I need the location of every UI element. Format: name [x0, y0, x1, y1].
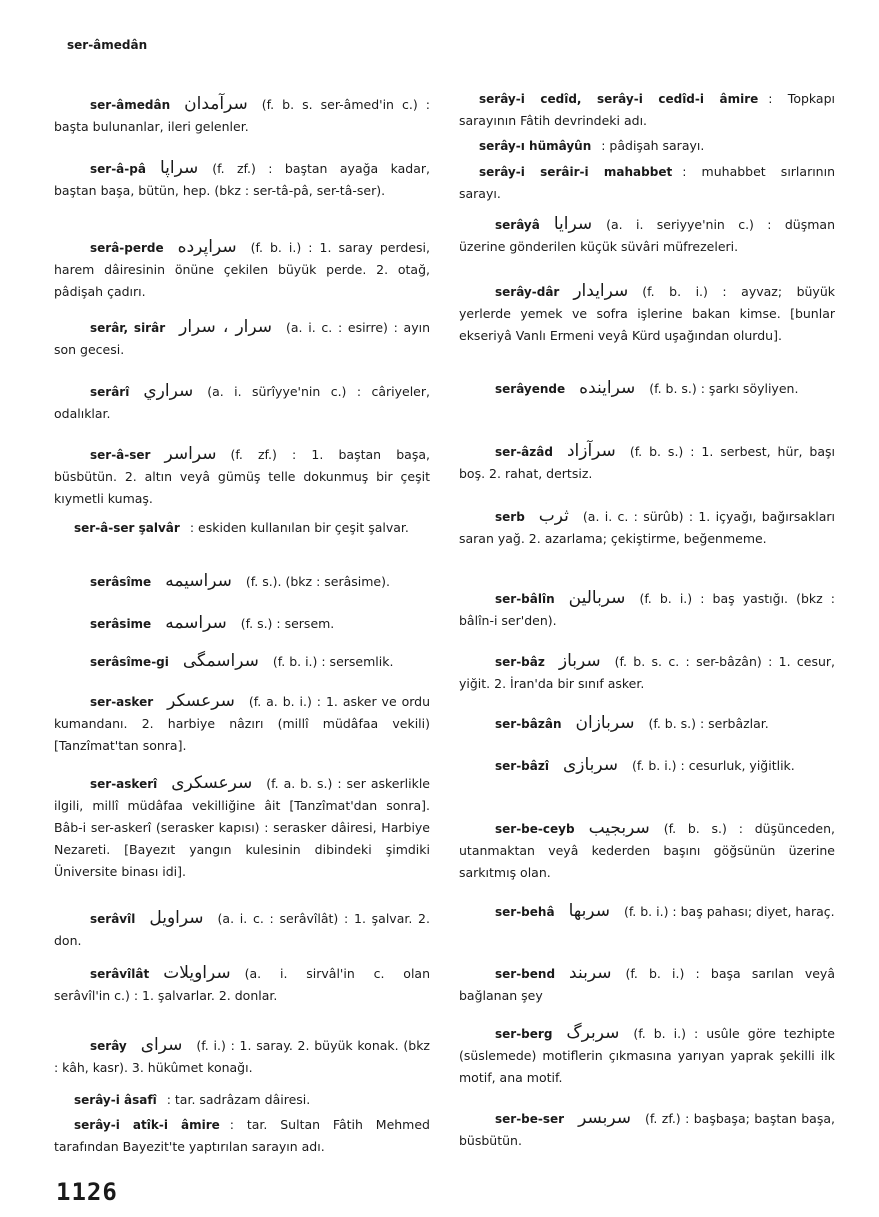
dictionary-entry [459, 1107, 835, 1152]
dictionary-entry [54, 157, 430, 202]
dictionary-entry [459, 962, 835, 1007]
entry-arabic-script: سرايا [553, 214, 593, 234]
entry-arabic-script: سراسيمه [165, 571, 232, 591]
entry-headword: ser-bâzân [495, 717, 562, 731]
entry-definition: (f. b. i.) : baş yastığı. (bkz : bâlîn-i ser'den). [459, 591, 835, 628]
entry-arabic-script: سراينده [579, 378, 636, 398]
entry-arabic-script: سراپرده [177, 237, 237, 257]
entry-arabic-script: سربازان [575, 713, 635, 733]
entry-definition: : tar. Sultan Fâtih Mehmed tarafından Bayezit'te yaptırılan sarayın adı. [54, 1117, 430, 1154]
entry-headword: ser-â-ser şalvâr [74, 521, 180, 535]
entry-headword: ser-â-pâ [90, 162, 146, 176]
dictionary-entry [459, 505, 835, 550]
entry-arabic-script: سراويلات [163, 963, 231, 983]
entry-arabic-script: سربسر [578, 1108, 631, 1128]
entry-definition: (f. b. i.) : usûle göre tezhipte (süslemede) motiflerin çıkmasına yarıyan yaprak şekilli ilk motif, ana motif. [459, 1026, 835, 1085]
running-head: ser-âmedân [67, 38, 148, 52]
entry-arabic-script: سرباز [558, 651, 601, 671]
dictionary-entry [459, 650, 835, 695]
entry-headword: ser-be-ceyb [495, 822, 575, 836]
dictionary-entry [54, 517, 430, 539]
dictionary-entry [54, 612, 430, 635]
entry-headword: ser-asker [90, 695, 154, 709]
entry-arabic-script: سربالين [568, 588, 626, 608]
entry-headword: ser-behâ [495, 905, 555, 919]
entry-definition: (f. b. s. c. : ser-bâzân) : 1. cesur, yiğit. 2. İran'da bir sınıf asker. [459, 654, 835, 691]
entry-definition: (f. b. i.) : baş pahası; diyet, haraç. [623, 904, 835, 919]
dictionary-entry [54, 570, 430, 593]
entry-headword: serâyende [495, 382, 566, 396]
entry-headword: serây-dâr [495, 285, 560, 299]
entry-headword: serârî [90, 385, 130, 399]
entry-headword: serâsîme-gi [90, 655, 169, 669]
page-number: 1126 [56, 1178, 118, 1206]
entry-headword: serâsime [90, 617, 152, 631]
entry-headword: serây-ı hümâyûn [479, 139, 592, 153]
entry-definition: (f. b. s.) : düşünceden, utanmaktan veyâ kederden başını göğsünün üzerine sarkıtmış olan. [459, 821, 835, 880]
entry-arabic-script: سربرگ [566, 1023, 620, 1043]
entry-headword: serây-i serâir-i mahabbet [479, 165, 673, 179]
entry-headword: serây-i atîk-i âmire [74, 1118, 220, 1132]
entry-definition: (f. i.) : 1. saray. 2. büyük konak. (bkz : kâh, kasr). 3. hükûmet konağı. [54, 1038, 430, 1075]
entry-definition: (f. b. s. ser-âmed'in c.) : başta bulunanlar, ileri gelenler. [54, 97, 430, 134]
entry-headword: ser-bâz [495, 655, 545, 669]
entry-headword: serâsîme [90, 575, 152, 589]
dictionary-entry [54, 690, 430, 757]
dictionary-entry [459, 817, 835, 884]
entry-definition: (a. i. sirvâl'in c. olan serâvîl'in c.) : 1. şalvarlar. 2. donlar. [54, 966, 430, 1003]
entry-arabic-script: سراسر [164, 444, 217, 464]
dictionary-entry [54, 962, 430, 1007]
entry-headword: serây [90, 1039, 127, 1053]
entry-arabic-script: سرعسكرى [171, 773, 253, 793]
dictionary-entry [54, 236, 430, 303]
dictionary-entry [54, 443, 430, 510]
entry-headword: ser-bâlîn [495, 592, 555, 606]
entry-definition: (f. b. s.) : şarkı söyliyen. [649, 381, 799, 396]
dictionary-entry [459, 161, 835, 205]
dictionary-entry [54, 650, 430, 673]
entry-headword: serây-i cedîd, serây-i cedîd-i âmire [479, 92, 759, 106]
entry-headword: serâvîl [90, 912, 136, 926]
entry-arabic-script: سراپا [159, 158, 199, 178]
entry-definition: (f. b. i.) : cesurluk, yiğitlik. [632, 758, 795, 773]
entry-definition: (a. i. c. : serâvîlât) : 1. şalvar. 2. don. [54, 911, 430, 948]
entry-definition: : pâdişah sarayı. [601, 138, 705, 153]
entry-definition: (a. i. seriyye'nin c.) : düşman üzerine gönderilen küçük süvâri müfrezeleri. [459, 217, 835, 254]
dictionary-entry [459, 1022, 835, 1089]
entry-definition: : muhabbet sırlarının sarayı. [459, 164, 835, 201]
entry-definition: (f. b. s.) : 1. serbest, hür, başı boş. 2. rahat, dertsiz. [459, 444, 835, 481]
entry-definition: (f. zf.) : başbaşa; baştan başa, büsbütün. [459, 1111, 835, 1148]
entry-arabic-script: سرعسكر [167, 691, 235, 711]
dictionary-entry [459, 280, 835, 347]
entry-arabic-script: سرايدار [573, 281, 629, 301]
dictionary-entry [54, 316, 430, 361]
entry-arabic-script: ثرب [538, 506, 569, 526]
entry-definition: : Topkapı sarayının Fâtih devrindeki adı. [459, 91, 835, 128]
dictionary-entry [459, 754, 835, 777]
dictionary-entry [54, 1114, 430, 1158]
entry-arabic-script: سراري [143, 381, 194, 401]
entry-headword: ser-berg [495, 1027, 553, 1041]
entry-headword: ser-âmedân [90, 98, 171, 112]
entry-definition: (f. b. i.) : başa sarılan veyâ bağlanan şey [459, 966, 835, 1003]
entry-arabic-script: سراسمگی [182, 651, 259, 671]
entry-arabic-script: سرار ، سرار [179, 317, 273, 337]
entry-headword: serb [495, 510, 525, 524]
entry-arabic-script: سراى [140, 1035, 183, 1055]
dictionary-entry [459, 712, 835, 735]
dictionary-entry [459, 88, 835, 132]
entry-headword: ser-âzâd [495, 445, 553, 459]
dictionary-entry [54, 380, 430, 425]
entry-headword: ser-askerî [90, 777, 158, 791]
entry-arabic-script: سربازى [562, 755, 619, 775]
entry-definition: (f. s.). (bkz : serâsime). [245, 574, 390, 589]
dictionary-entry [459, 440, 835, 485]
dictionary-entry [54, 907, 430, 952]
entry-headword: serây-i âsafî [74, 1093, 157, 1107]
entry-definition: (f. b. i.) : 1. saray perdesi, harem dâiresinin önüne çekilen büyük perde. 2. otağ, pâdişah çadırı. [54, 240, 430, 299]
entry-arabic-script: سربها [568, 901, 610, 921]
dictionary-entry [459, 213, 835, 258]
entry-definition: (f. b. s.) : serbâzlar. [648, 716, 769, 731]
entry-headword: ser-bâzî [495, 759, 549, 773]
entry-headword: ser-bend [495, 967, 556, 981]
entry-definition: (a. i. sürîyye'nin c.) : câriyeler, odalıklar. [54, 384, 430, 421]
dictionary-entry [459, 377, 835, 400]
entry-arabic-script: سربند [569, 963, 612, 983]
entry-definition: (a. i. c. : esirre) : ayın son gecesi. [54, 320, 430, 357]
entry-definition: (f. zf.) : baştan ayağa kadar, baştan başa, bütün, hep. (bkz : ser-tâ-pâ, ser-tâ-ser). [54, 161, 430, 198]
entry-arabic-script: سرآمدان [184, 94, 248, 114]
entry-definition: (f. b. i.) : sersemlik. [272, 654, 394, 669]
entry-arabic-script: سراويل [149, 908, 204, 928]
dictionary-entry [459, 587, 835, 632]
dictionary-entry [54, 772, 430, 883]
entry-headword: serâ-perde [90, 241, 164, 255]
dictionary-entry [459, 135, 835, 157]
entry-definition: : eskiden kullanılan bir çeşit şalvar. [189, 520, 409, 535]
entry-definition: (f. zf.) : 1. baştan başa, büsbütün. 2. altın veyâ gümüş telle dokunmuş bir çeşit kıymetli kumaş. [54, 447, 430, 506]
dictionary-entry [54, 93, 430, 138]
entry-headword: ser-be-ser [495, 1112, 565, 1126]
dictionary-entry [54, 1034, 430, 1079]
dictionary-entry [459, 900, 835, 923]
entry-definition: (f. b. i.) : ayvaz; büyük yerlerde yemek ve sofra işlerine bakan kimse. [bunlar ekseriyâ Vanlı Ermeni veyâ Kürd uşağından olurdu]. [459, 284, 835, 343]
dictionary-entry [54, 1089, 430, 1111]
entry-headword: serâr, sirâr [90, 321, 166, 335]
entry-headword: serâvîlât [90, 967, 150, 981]
entry-headword: ser-â-ser [90, 448, 151, 462]
entry-definition: (f. a. b. i.) : 1. asker ve ordu kumandanı. 2. harbiye nâzırı (millî müdâfaa vekili) [Tanzîmat'tan sonra]. [54, 694, 430, 753]
entry-arabic-script: سربجيب [588, 818, 650, 838]
entry-definition: (f. a. b. s.) : ser askerlikle ilgili, millî müdâfaa vekilliğine âit [Tanzîmat'dan sonra]. Bâb-i ser-askerî (serasker kapısı) : serasker dâiresi, Harbiye Nezareti. [Bayezıt yangın kulesinin dibindeki şimdiki Üniversite binası idi]. [54, 776, 430, 879]
entry-arabic-script: سرآزاد [566, 441, 616, 461]
entry-definition: : tar. sadrâzam dâiresi. [166, 1092, 311, 1107]
entry-definition: (a. i. c. : sürûb) : 1. içyağı, bağırsakları saran yağ. 2. azarlama; çekiştirme, beğenmeme. [459, 509, 835, 546]
entry-headword: serâyâ [495, 218, 540, 232]
entry-arabic-script: سراسمه [165, 613, 227, 633]
entry-definition: (f. s.) : sersem. [240, 616, 335, 631]
